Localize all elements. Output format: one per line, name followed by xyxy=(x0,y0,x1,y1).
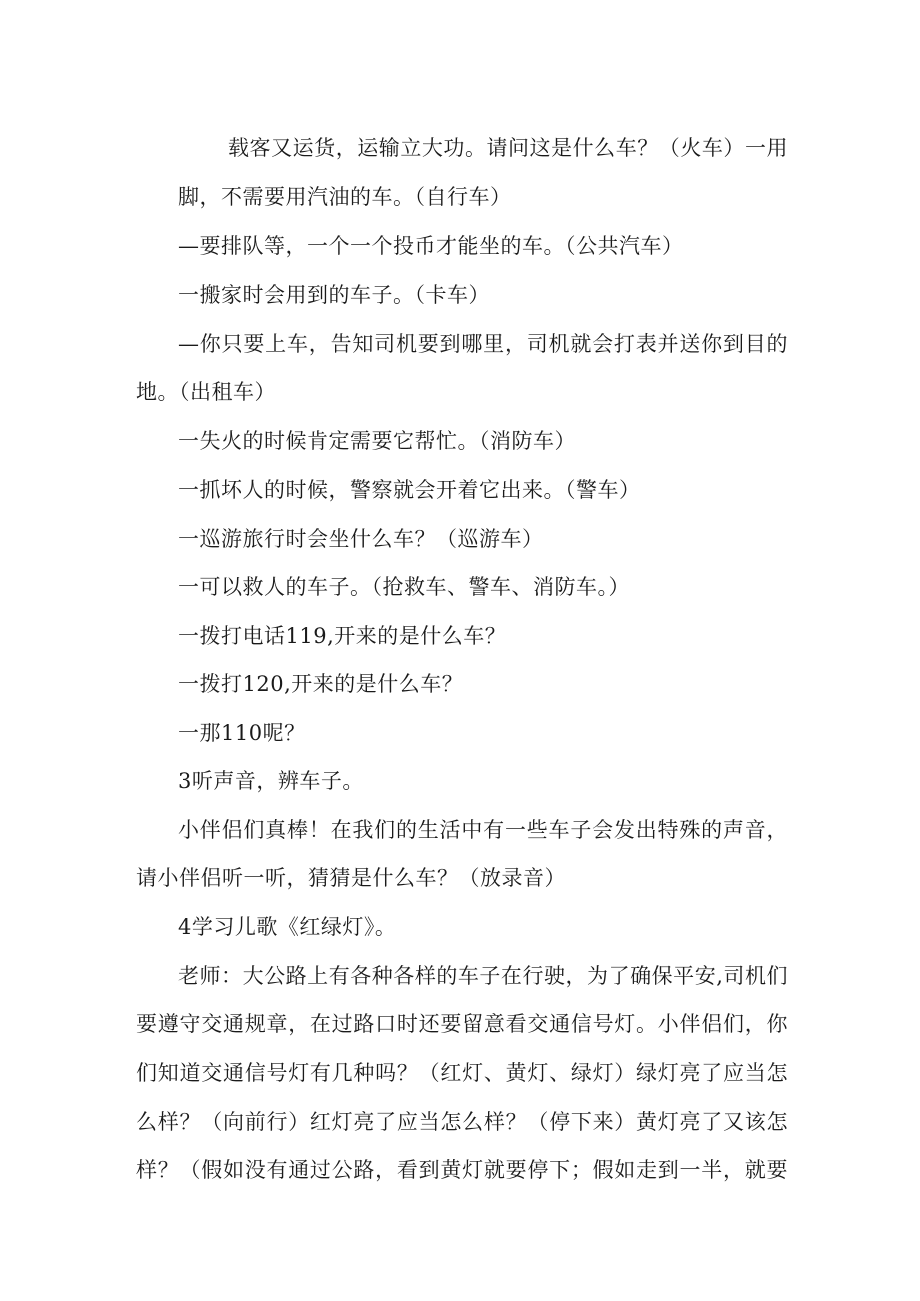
text-line-10: 一可以救人的车子。（抢救车、警车、消防车。） xyxy=(178,575,630,599)
text-line-9: 一巡游旅行时会坐什么车？（巡游车） xyxy=(178,527,544,551)
text-line-21: 么样？（向前行）红灯亮了应当怎么样？（停下来）黄灯亮了又该怎 xyxy=(136,1110,788,1134)
text-line-16: 请小伴侣听一听，猜猜是什么车？（放录音） xyxy=(136,866,566,890)
text-line-14: 3听声音，辨车子。 xyxy=(178,769,364,793)
text-line-8: 一抓坏人的时候，警察就会开着它出来。（警车） xyxy=(178,478,641,502)
text-line-7: 一失火的时候肯定需要它帮忙。（消防车） xyxy=(178,429,576,453)
text-line-19: 要遵守交通规章，在过路口时还要留意看交通信号灯。小伴侣们，你 xyxy=(136,1012,788,1036)
text-line-18: 老师：大公路上有各种各样的车子在行驶，为了确保平安,司机们 xyxy=(178,964,788,988)
text-line-17: 4学习儿歌《红绿灯》。 xyxy=(178,915,397,939)
text-line-3: —要排队等，一个一个投币才能坐的车。（公共汽车） xyxy=(178,234,684,258)
text-line-5: —你只要上车，告知司机要到哪里，司机就会打表并送你到目的 xyxy=(178,332,788,356)
text-line-2: 脚，不需要用汽油的车。（自行车） xyxy=(178,185,512,209)
text-line-12: 一拨打120,开来的是什么车？ xyxy=(178,672,464,696)
text-line-13: 一那110呢？ xyxy=(178,721,306,745)
text-line-4: 一搬家时会用到的车子。（卡车） xyxy=(178,283,490,307)
text-line-15: 小伴侣们真棒！在我们的生活中有一些车子会发出特殊的声音， xyxy=(178,818,788,842)
text-line-22: 样？（假如没有通过公路，看到黄灯就要停下；假如走到一半，就要 xyxy=(136,1158,788,1182)
text-line-6: 地。（出租车） xyxy=(136,380,276,404)
text-line-11: 一拨打电话119,开来的是什么车？ xyxy=(178,624,507,648)
text-line-1: 载客又运货，运输立大功。请问这是什么车？（火车）一用 xyxy=(228,136,788,160)
text-line-20: 们知道交通信号灯有几种吗？（红灯、黄灯、绿灯）绿灯亮了应当怎 xyxy=(136,1061,788,1085)
